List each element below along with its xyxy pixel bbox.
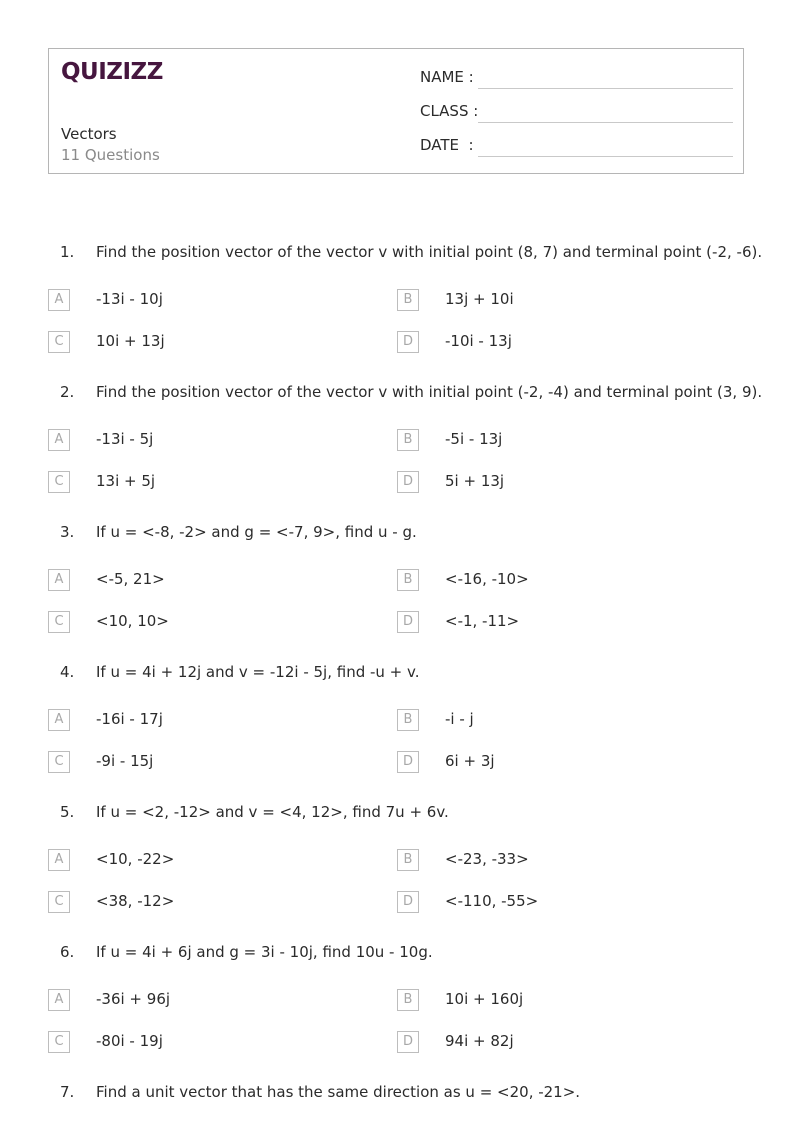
option-text: <38, -12> xyxy=(96,892,175,910)
question-text: If u = <-8, -2> and g = <-7, 9>, find u - g. xyxy=(96,523,417,541)
worksheet-header xyxy=(48,48,744,174)
option-text: -80i - 19j xyxy=(96,1032,163,1050)
option-letter-box: D xyxy=(397,611,419,633)
question-number: 6. xyxy=(60,943,75,961)
class-label: CLASS : xyxy=(420,102,479,120)
option-letter-box: B xyxy=(397,569,419,591)
option-text: 94i + 82j xyxy=(445,1032,514,1050)
option-text: -9i - 15j xyxy=(96,752,154,770)
option-letter-box: D xyxy=(397,471,419,493)
option-letter-box: B xyxy=(397,429,419,451)
option-text: 10i + 160j xyxy=(445,990,524,1008)
option-letter-box: B xyxy=(397,849,419,871)
option-text: 5i + 13j xyxy=(445,472,505,490)
option-letter-box: B xyxy=(397,289,419,311)
question-number: 2. xyxy=(60,383,75,401)
option-text: -5i - 13j xyxy=(445,430,503,448)
option-letter-box: D xyxy=(397,751,419,773)
option-text: -16i - 17j xyxy=(96,710,163,728)
option-letter-box: D xyxy=(397,891,419,913)
question-text: If u = <2, -12> and v = <4, 12>, find 7u + 6v. xyxy=(96,803,449,821)
name-label: NAME : xyxy=(420,68,474,86)
class-line xyxy=(478,122,733,123)
option-letter-box: B xyxy=(397,709,419,731)
worksheet-title: Vectors xyxy=(61,125,117,143)
question-text: Find a unit vector that has the same direction as u = <20, -21>. xyxy=(96,1083,581,1101)
option-text: 6i + 3j xyxy=(445,752,495,770)
option-text: <10, 10> xyxy=(96,612,169,630)
option-letter-box: C xyxy=(48,751,70,773)
question-number: 7. xyxy=(60,1083,75,1101)
question-number: 3. xyxy=(60,523,75,541)
option-letter-box: C xyxy=(48,331,70,353)
option-text: -13i - 5j xyxy=(96,430,154,448)
option-text: <-5, 21> xyxy=(96,570,165,588)
option-text: 10i + 13j xyxy=(96,332,165,350)
option-text: -36i + 96j xyxy=(96,990,171,1008)
option-text: <-23, -33> xyxy=(445,850,529,868)
date-line xyxy=(478,156,733,157)
date-field xyxy=(420,136,733,160)
option-letter-box: B xyxy=(397,989,419,1011)
name-field xyxy=(420,68,733,92)
date-label: DATE : xyxy=(420,136,474,154)
option-letter-box: A xyxy=(48,289,70,311)
class-field xyxy=(420,102,733,126)
option-text: 13i + 5j xyxy=(96,472,156,490)
option-text: <-110, -55> xyxy=(445,892,539,910)
option-letter-box: D xyxy=(397,1031,419,1053)
option-text: <10, -22> xyxy=(96,850,175,868)
question-text: Find the position vector of the vector v with initial point (-2, -4) and terminal point (3, 9). xyxy=(96,383,763,401)
option-text: -10i - 13j xyxy=(445,332,512,350)
quizizz-logo: QUIZIZZ xyxy=(61,59,163,85)
option-text: 13j + 10i xyxy=(445,290,514,308)
option-text: -i - j xyxy=(445,710,474,728)
option-text: <-16, -10> xyxy=(445,570,529,588)
option-letter-box: C xyxy=(48,891,70,913)
question-number: 5. xyxy=(60,803,75,821)
option-letter-box: A xyxy=(48,849,70,871)
question-text: Find the position vector of the vector v with initial point (8, 7) and terminal point (-2, -6). xyxy=(96,243,763,261)
question-number: 1. xyxy=(60,243,75,261)
option-letter-box: C xyxy=(48,611,70,633)
option-letter-box: D xyxy=(397,331,419,353)
question-text: If u = 4i + 6j and g = 3i - 10j, find 10u - 10g. xyxy=(96,943,433,961)
option-letter-box: A xyxy=(48,429,70,451)
option-text: <-1, -11> xyxy=(445,612,520,630)
question-count: 11 Questions xyxy=(61,146,160,164)
option-text: -13i - 10j xyxy=(96,290,163,308)
option-letter-box: A xyxy=(48,569,70,591)
option-letter-box: C xyxy=(48,471,70,493)
option-letter-box: A xyxy=(48,709,70,731)
name-line xyxy=(478,88,733,89)
question-text: If u = 4i + 12j and v = -12i - 5j, find -u + v. xyxy=(96,663,420,681)
question-number: 4. xyxy=(60,663,75,681)
option-letter-box: A xyxy=(48,989,70,1011)
option-letter-box: C xyxy=(48,1031,70,1053)
